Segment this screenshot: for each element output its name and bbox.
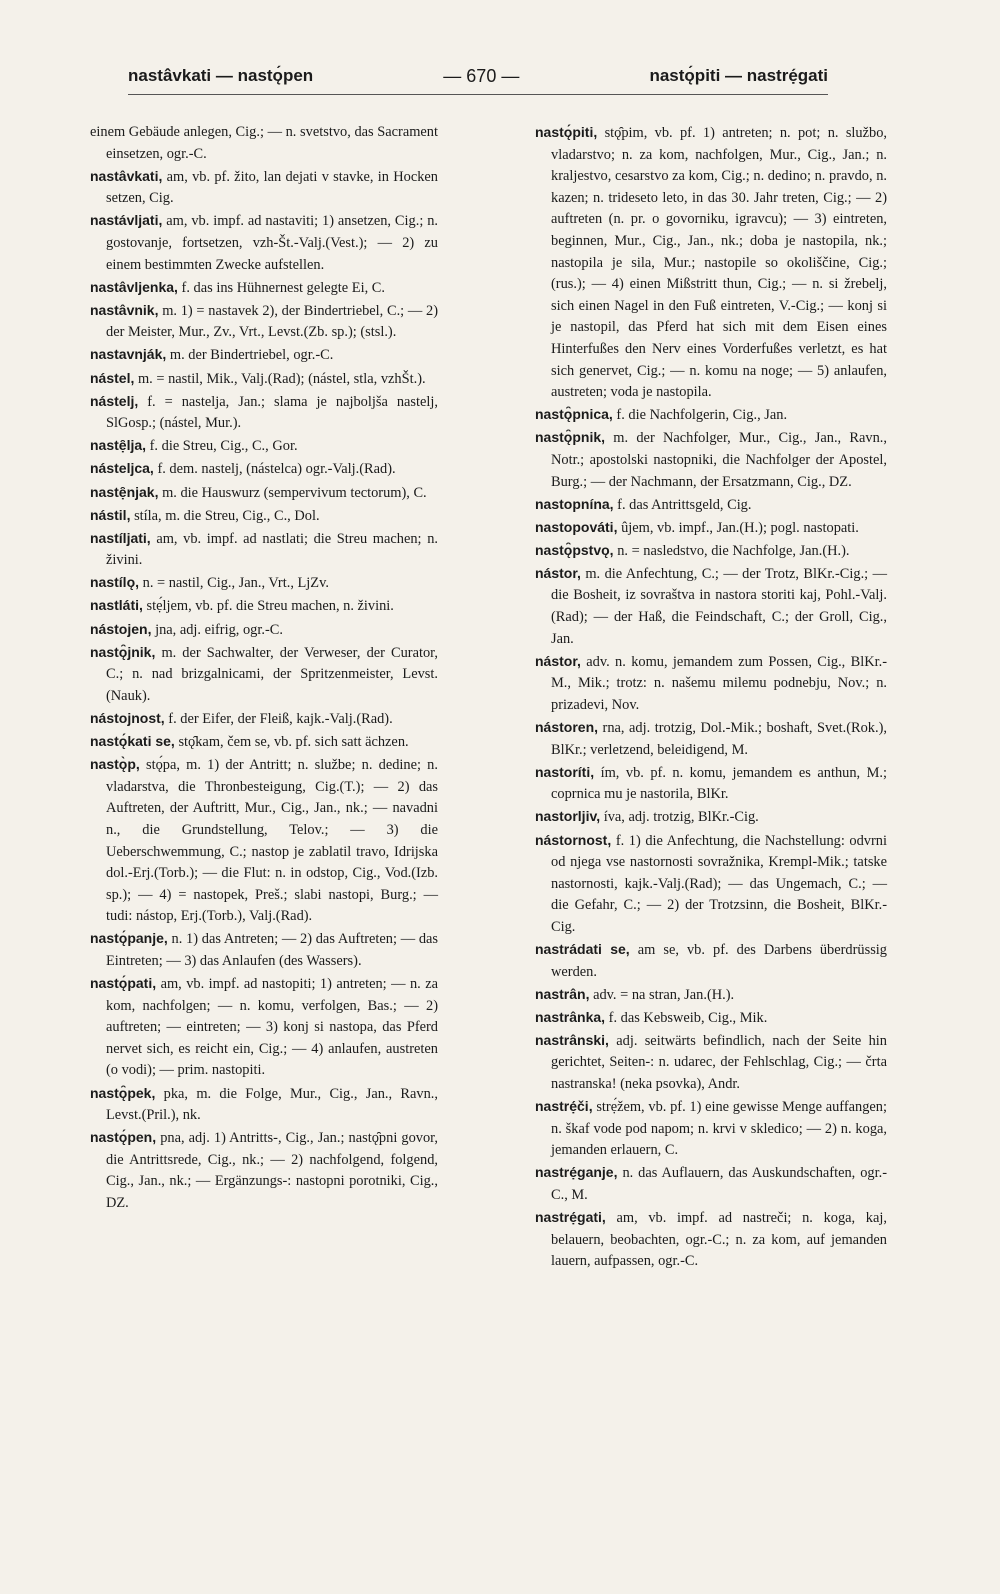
dictionary-entry bbox=[90, 277, 438, 300]
entry-headword: nástil, bbox=[90, 506, 131, 523]
entry-definition: íva, adj. trotzig, BlKr.-Cig. bbox=[603, 809, 759, 826]
entry-headword: nastâvnik, bbox=[90, 301, 159, 318]
entry-definition: f. das Kebsweib, Cig., Mik. bbox=[608, 1009, 768, 1026]
entry-definition: rna, adj. trotzig, Dol.-Mik.; boshaft, Svet.(Rok.), BlKr.; verletzend, beleidigend, M. bbox=[551, 720, 887, 758]
entry-definition: f. = nastelja, Jan.; slama je najboljša nastelj, SlGosp.; (nástel, Mur.). bbox=[106, 393, 438, 432]
dictionary-entry bbox=[535, 1007, 887, 1030]
entry-headword: nastǫ́panje, bbox=[90, 930, 168, 947]
entry-definition: am, vb. impf. ad nastopiti; 1) antreten; — n. za kom, nachfolgen; — n. komu, verfolgen, Bas.; — 2) auftreten; — eintreten; — 3) konj si nastopa, das Pferd nervet sich, es reicht ein, Cig.; — 4) anlaufen, austreten (o vodi); — prim. nastopiti. bbox=[106, 976, 438, 1079]
entry-headword: nastǫ̑pnik, bbox=[535, 429, 606, 446]
dictionary-entry bbox=[535, 494, 887, 517]
entry-headword: nastǫ́pen, bbox=[90, 1129, 157, 1146]
dictionary-entry bbox=[90, 368, 438, 391]
entry-headword: nastoríti, bbox=[535, 763, 595, 780]
dictionary-entry bbox=[90, 642, 438, 708]
entry-headword: nastẹ̑lja, bbox=[90, 437, 147, 454]
dictionary-entry bbox=[90, 973, 438, 1082]
entry-definition: stẹ́ljem, vb. pf. die Streu machen, n. živini. bbox=[146, 598, 394, 615]
dictionary-entry bbox=[535, 404, 887, 427]
entry-headword: nastẹ̑njak, bbox=[90, 483, 159, 500]
entry-definition: m. die Anfechtung, C.; — der Trotz, BlKr.-Cig.; — die Bosheit, iz sovraštva in nastora storiti kaj, Pohl.-Valj.(Rad); — der Haß, die Feindschaft, C.; der Groll, Cig., Jan. bbox=[551, 565, 887, 647]
entry-definition: ûjem, vb. impf., Jan.(H.); pogl. nastopati. bbox=[621, 519, 859, 536]
entry-headword: nástor, bbox=[535, 564, 581, 581]
entry-definition: f. der Eifer, der Fleiß, kajk.-Valj.(Rad). bbox=[168, 710, 393, 727]
right-column bbox=[535, 122, 887, 1273]
entry-headword: nastavnják, bbox=[90, 346, 167, 363]
entry-headword: nástornost, bbox=[535, 831, 612, 848]
entry-definition: stǫ̑kam, čem se, vb. pf. sich satt ächzen. bbox=[178, 734, 409, 751]
entry-definition: m. = nastil, Mik., Valj.(Rad); (nástel, stla, vzhŠt.). bbox=[137, 370, 426, 387]
entry-definition: n. 1) das Antreten; — 2) das Auftreten; — das Eintreten; — 3) das Anlaufen (des Wassers). bbox=[106, 931, 438, 969]
dictionary-entry bbox=[90, 528, 438, 572]
dictionary-entry bbox=[90, 300, 438, 344]
entry-definition: ím, vb. pf. n. komu, jemandem es anthun, M.; coprnica mu je nastorila, BlKr. bbox=[551, 764, 887, 803]
entry-headword: nastrânski, bbox=[535, 1031, 609, 1048]
entry-headword: nástoren, bbox=[535, 719, 599, 736]
entry-headword: nastopováti, bbox=[535, 518, 618, 535]
entry-definition: stǫ́pa, m. 1) der Antritt; n. službe; n. dedine; n. vladarstva, die Thronbesteigung, Cig.(T.); — 2) das Auftreten, der Auftritt, Mur., Cig., Jan., nk.; — navadni n., die Grundstellung, Telov.; — 3) die Ueberschwemmung, C.; nastop je zablatil travo, Idrijska dol.-Erj.(Torb.); — die Flut: n. in odstop, Cig., Vod.(Izb. sp.); — 4) = nastopek, Preš.; slabi nastopi, Burg.; — tudi: nástop, Erj.(Torb.), Valj.(Rad). bbox=[106, 757, 438, 925]
entry-definition: m. der Sachwalter, der Verweser, der Curator, C.; n. nad brizgalnicami, der Spritzenmeister, Levst.(Nauk). bbox=[106, 644, 438, 704]
entry-headword: nastrânka, bbox=[535, 1008, 606, 1025]
entry-definition: f. die Nachfolgerin, Cig., Jan. bbox=[616, 407, 788, 424]
dictionary-entry bbox=[535, 1162, 887, 1206]
entry-definition: am, vb. pf. žito, lan dejati v stavke, in Hocken setzen, Cig. bbox=[106, 168, 438, 207]
entry-headword: nástojen, bbox=[90, 620, 152, 637]
dictionary-entry bbox=[90, 391, 438, 435]
dictionary-entry bbox=[535, 830, 887, 939]
entry-definition: stíla, m. die Streu, Cig., C., Dol. bbox=[134, 507, 320, 524]
left-column bbox=[90, 122, 438, 1215]
entry-headword: nastrẹ́gati, bbox=[535, 1209, 606, 1226]
entry-headword: nastǫ̑pek, bbox=[90, 1084, 156, 1101]
entry-definition: m. 1) = nastavek 2), der Bindertriebel, C.; — 2) der Meister, Mur., Zv., Vrt., Levst.(Zb. sp.); (stsl.). bbox=[106, 302, 438, 341]
entry-definition: pka, m. die Folge, Mur., Cig., Jan., Ravn., Levst.(Pril.), nk. bbox=[106, 1085, 438, 1124]
dictionary-entry bbox=[535, 806, 887, 829]
entry-definition: am, vb. impf. ad nastlati; die Streu machen; n. živini. bbox=[106, 530, 438, 569]
entry-headword: nastílǫ, bbox=[90, 574, 140, 591]
entry-headword: nastǫ́kati se, bbox=[90, 733, 175, 750]
entry-definition: f. das ins Hühnernest gelegte Ei, C. bbox=[181, 279, 385, 296]
header-right: nastǫ́piti — nastrẹ́gati bbox=[649, 66, 828, 85]
dictionary-entry bbox=[90, 482, 438, 505]
dictionary-entry bbox=[535, 984, 887, 1007]
entry-definition: strẹ́žem, vb. pf. 1) eine gewisse Menge auffangen; n. škaf vode pod napom; n. krvi v skledico; — 2) n. koga, jemanden erlauern, C. bbox=[551, 1099, 887, 1159]
entry-headword: nastǫ̑pstvǫ, bbox=[535, 541, 614, 558]
entry-headword: nastrẹ́ganje, bbox=[535, 1164, 618, 1181]
entry-headword: nástel, bbox=[90, 369, 135, 386]
entry-headword: nastǫ́pati, bbox=[90, 975, 157, 992]
entry-definition: f. 1) die Anfechtung, die Nachstellung: odvrni od njega vse nastornosti sovražnika, Krempl-Mik.; tatske nastornosti, kajk.-Valj.(Rad); — das Ungemach, C.; — die Gefahr, C.; — 2) der Trotzsinn, die Bosheit, BlKr.-Cig. bbox=[551, 832, 887, 935]
dictionary-entry bbox=[90, 572, 438, 595]
entry-headword: násteljca, bbox=[90, 460, 154, 477]
entry-headword: nastávljati, bbox=[90, 212, 163, 229]
entry-headword: nastâvljenka, bbox=[90, 278, 178, 295]
entry-definition: n. das Auflauern, das Auskundschaften, ogr.-C., M. bbox=[551, 1165, 887, 1203]
dictionary-entry bbox=[90, 595, 438, 618]
dictionary-entry bbox=[90, 166, 438, 210]
dictionary-entry bbox=[535, 1030, 887, 1096]
entry-definition: m. der Nachfolger, Mur., Cig., Jan., Ravn., Notr.; apostolski nastopniki, die Nachfolger der Apostel, Burg.; — der Nachmann, der Ersatzmann, Cig., DZ. bbox=[551, 430, 887, 490]
dictionary-entry bbox=[90, 731, 438, 754]
dictionary-entry bbox=[535, 762, 887, 806]
entry-headword: nastǫ̀p, bbox=[90, 756, 140, 773]
entry-headword: nastopnína, bbox=[535, 495, 614, 512]
dictionary-entry bbox=[90, 708, 438, 731]
dictionary-entry bbox=[535, 1207, 887, 1273]
dictionary-entry bbox=[90, 505, 438, 528]
entry-definition: stǫ̑pim, vb. pf. 1) antreten; n. pot; n. službo, vladarstvo; n. za kom, nachfolgen, Mur., Cig., Jan.; n. kraljestvo, cesarstvo za kom, Cig.; n. dedino; n. pravdo, n. kazen; n. trideseto leto, in das 30. Jahr treten, Cig.; — 2) auftreten (n. pr. o govorniku, igravcu); — 3) eintreten, beginnen, Mur., Cig., Jan., nk.; doba je nastopila, nk.; nastopila je sila, Mur.; nastopile so okoliščine, Cig.; (rus.); — 4) einen Mißstritt thun, Cig.; — n. si žrebelj, sich einen Nagel in den Fuß eintreten, V.-Cig.; — konj si je nastopil, das Pferd hat sich mit dem Eisen eines Hinterfußes den Nerv eines Vorderfußes verletzt, es hat sich genervet, Cig.; — n. komu na noge; — 5) anlaufen, austreten; voda je nastopila. bbox=[551, 125, 887, 401]
dictionary-entry bbox=[90, 458, 438, 481]
dictionary-entry bbox=[535, 939, 887, 983]
dictionary-entry bbox=[90, 619, 438, 642]
entry-definition: m. der Bindertriebel, ogr.-C. bbox=[169, 347, 334, 364]
entry-headword: nastǫ̑jnik, bbox=[90, 643, 156, 660]
dictionary-entry bbox=[90, 928, 438, 972]
entry-headword: nastíljati, bbox=[90, 529, 151, 546]
dictionary-entry bbox=[535, 1096, 887, 1162]
entry-definition: adv. = na stran, Jan.(H.). bbox=[593, 986, 735, 1003]
dictionary-entry bbox=[535, 563, 887, 650]
dictionary-entry bbox=[90, 122, 438, 165]
entry-headword: nástojnost, bbox=[90, 709, 165, 726]
dictionary-entry bbox=[535, 717, 887, 761]
entry-definition: f. dem. nastelj, (nástelca) ogr.-Valj.(Rad). bbox=[157, 461, 396, 478]
dictionary-entry bbox=[90, 754, 438, 928]
entry-definition: n. = nastil, Cig., Jan., Vrt., LjZv. bbox=[142, 575, 329, 592]
dictionary-entry bbox=[535, 427, 887, 493]
dictionary-entry bbox=[535, 517, 887, 540]
entry-headword: nástor, bbox=[535, 652, 581, 669]
entry-definition: am, vb. impf. ad nastaviti; 1) ansetzen, Cig.; n. gostovanje, fortsetzen, vzh-Št.-Valj.(Vest.); — 2) zu einem bestimmten Zwecke aufstellen. bbox=[106, 213, 438, 273]
entry-definition: einem Gebäude anlegen, Cig.; — n. svetstvo, das Sacrament einsetzen, ogr.-C. bbox=[90, 124, 438, 162]
entry-headword: nastâvkati, bbox=[90, 167, 163, 184]
entry-definition: adj. seitwärts befindlich, nach der Seite hin gerichtet, Seiten-: n. udarec, der Fehlschlag, Cig.; — črta nastranska! (neka psovka), Andr. bbox=[551, 1032, 887, 1093]
page-number: — 670 — bbox=[443, 65, 520, 86]
entry-definition: pna, adj. 1) Antritts-, Cig., Jan.; nastǫ̑pni govor, die Antrittsrede, Cig., nk.; — 2) nachfolgend, folgend, Cig., Jan., nk.; — Ergänzungs-: nastopni porotniki, Cig., DZ. bbox=[106, 1130, 438, 1211]
entry-definition: am se, vb. pf. des Darbens überdrüssig werden. bbox=[551, 941, 887, 980]
entry-headword: nástelj, bbox=[90, 392, 139, 409]
dictionary-entry bbox=[535, 651, 887, 717]
entry-definition: f. die Streu, Cig., C., Gor. bbox=[149, 438, 298, 455]
entry-headword: nastláti, bbox=[90, 597, 143, 614]
header-rule bbox=[128, 94, 828, 95]
entry-headword: nastorljiv, bbox=[535, 808, 601, 825]
entry-headword: nastrẹ́či, bbox=[535, 1098, 593, 1115]
entry-headword: nastrádati se, bbox=[535, 940, 630, 957]
dictionary-entry bbox=[90, 1127, 438, 1214]
entry-definition: m. die Hauswurz (sempervivum tectorum), C. bbox=[162, 484, 427, 501]
entry-definition: f. das Antrittsgeld, Cig. bbox=[617, 496, 752, 513]
dictionary-entry bbox=[90, 435, 438, 458]
entry-headword: nastǫ́piti, bbox=[535, 124, 598, 140]
entry-headword: nastǫ̑pnica, bbox=[535, 406, 613, 423]
dictionary-entry bbox=[90, 1083, 438, 1127]
entry-headword: nastrân, bbox=[535, 985, 590, 1002]
entry-definition: am, vb. impf. ad nastreči; n. koga, kaj, belauern, beobachten, ogr.-C.; n. za kom, auf jemanden lauern, aufpassen, ogr.-C. bbox=[551, 1210, 887, 1270]
entry-definition: adv. n. komu, jemandem zum Possen, Cig., BlKr.-M., Mik.; trotz: n. našemu milemu podnebju, Nov.; n. prizadevi, Nov. bbox=[551, 653, 887, 713]
entry-definition: n. = nasledstvo, die Nachfolge, Jan.(H.). bbox=[617, 542, 850, 559]
dictionary-entry bbox=[535, 540, 887, 563]
dictionary-entry bbox=[535, 122, 887, 404]
entry-definition: jna, adj. eifrig, ogr.-C. bbox=[155, 621, 283, 638]
dictionary-entry bbox=[90, 344, 438, 367]
header-left: nastâvkati — nastǫ́pen bbox=[128, 66, 314, 85]
dictionary-entry bbox=[90, 210, 438, 276]
running-header bbox=[128, 62, 828, 90]
